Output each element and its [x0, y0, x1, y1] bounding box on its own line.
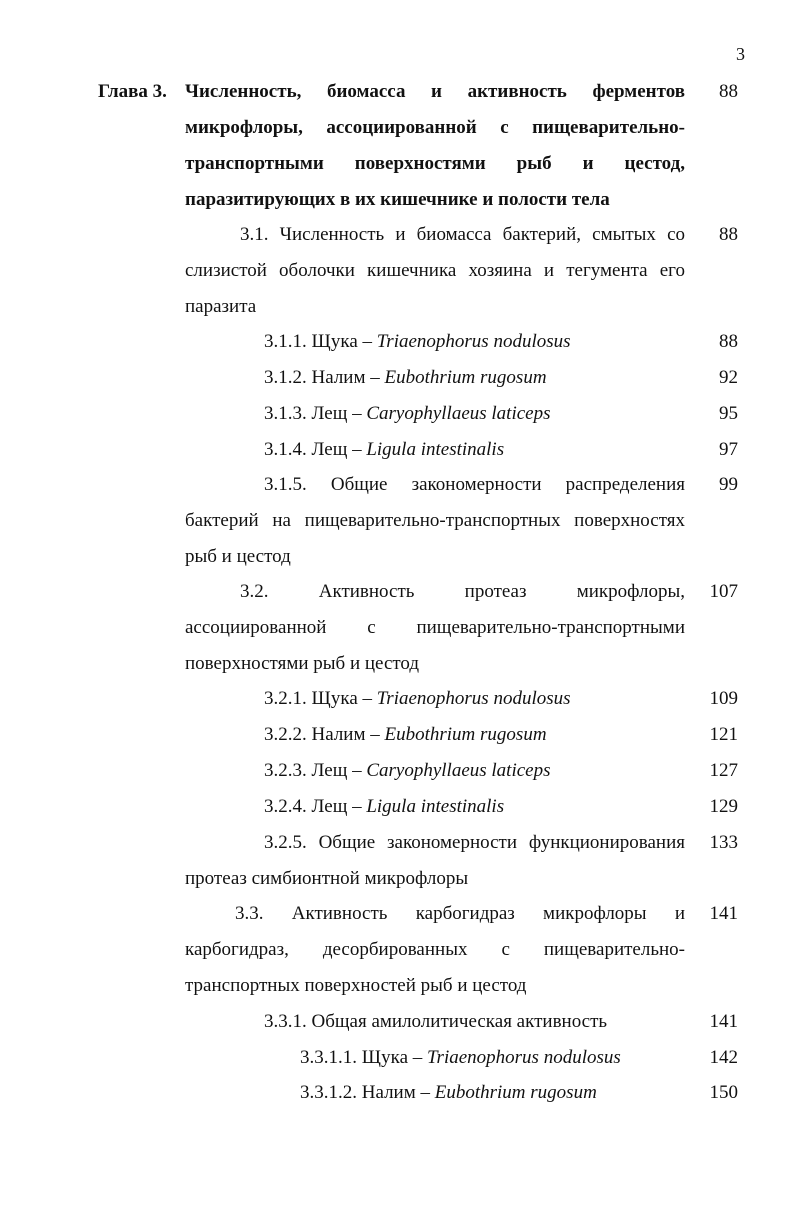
toc-line: карбогидраз, десорбированных с пищеварительно-	[185, 939, 685, 960]
toc-num: 3.1.3. Лещ –	[264, 403, 362, 424]
toc-entry-3-1-3	[264, 396, 551, 432]
toc-page-3-2-3: 127	[709, 760, 738, 781]
species-name: Triaenophorus nodulosus	[376, 331, 571, 352]
species-name: Triaenophorus nodulosus	[376, 688, 571, 709]
chapter-title-line: Численность, биомасса и активность ферментов	[185, 81, 685, 102]
toc-page-3-2-5: 133	[709, 832, 738, 853]
toc-line: поверхностями рыб и цестод	[185, 653, 420, 674]
species-name: Caryophyllaeus laticeps	[366, 403, 551, 424]
toc-line: слизистой оболочки кишечника хозяина и тегумента его	[185, 260, 685, 281]
toc-line: 3.2. Активность протеаз микрофлоры,	[240, 581, 685, 602]
toc-entry-3-2-5	[185, 825, 685, 897]
toc-entry-3-3-1-1	[300, 1040, 621, 1076]
toc-page-3-2-4: 129	[709, 796, 738, 817]
toc-line: 3.2.5. Общие закономерности функционирования	[264, 832, 685, 853]
species-name: Ligula intestinalis	[366, 796, 505, 817]
toc-page-3-3-1-1: 142	[709, 1047, 738, 1068]
toc-page-3-2-2: 121	[709, 724, 738, 745]
toc-entry-3-1-5	[185, 467, 685, 575]
toc-num: 3.3.1.1. Щука –	[300, 1047, 423, 1068]
species-name: Eubothrium rugosum	[434, 1082, 597, 1103]
chapter-title	[185, 74, 685, 218]
toc-page-3-2: 107	[709, 581, 738, 602]
toc-num: 3.2.1. Щука –	[264, 688, 373, 709]
chapter-title-line: паразитирующих в их кишечнике и полости тела	[185, 189, 610, 210]
toc-entry-3-2	[185, 574, 685, 682]
toc-line: бактерий на пищеварительно-транспортных поверхностях	[185, 510, 685, 531]
toc-line: 3.1. Численность и биомасса бактерий, смытых со	[240, 224, 685, 245]
toc-line: паразита	[185, 296, 257, 317]
toc-num: 3.1.1. Щука –	[264, 331, 373, 352]
toc-num: 3.1.2. Налим –	[264, 367, 380, 388]
toc-entry-3-3-1-2	[300, 1075, 597, 1111]
toc-page-3-3-1: 141	[709, 1011, 738, 1032]
toc-page-3-1-5: 99	[719, 474, 738, 495]
toc-num: 3.2.4. Лещ –	[264, 796, 362, 817]
page-number: 3	[736, 44, 745, 64]
toc-page-3-2-1: 109	[709, 688, 738, 709]
toc-line: ассоциированной с пищеварительно-транспортными	[185, 617, 685, 638]
toc-entry-3-3	[185, 896, 685, 1004]
toc-entry-3-2-2	[264, 717, 547, 753]
toc-page-3-3-1-2: 150	[709, 1082, 738, 1103]
toc-page-3-3: 141	[709, 903, 738, 924]
toc-entry-3-2-4	[264, 789, 504, 825]
toc-page-3-1-3: 95	[719, 403, 738, 424]
toc-num: 3.2.2. Налим –	[264, 724, 380, 745]
toc-line: транспортных поверхностей рыб и цестод	[185, 975, 527, 996]
toc-page-3-1-4: 97	[719, 439, 738, 460]
toc-line: 3.3. Активность карбогидраз микрофлоры и	[235, 903, 685, 924]
toc-entry-3-1-4	[264, 432, 504, 468]
toc-num: 3.1.4. Лещ –	[264, 439, 362, 460]
species-name: Caryophyllaeus laticeps	[366, 760, 551, 781]
species-name: Eubothrium rugosum	[384, 724, 547, 745]
toc-page-3-1: 88	[719, 224, 738, 245]
toc-line: рыб и цестод	[185, 546, 291, 567]
toc-entry-3-1	[185, 217, 685, 325]
toc-entry-3-2-1	[264, 681, 571, 717]
toc-page-3-1-1: 88	[719, 331, 738, 352]
toc-line: 3.1.5. Общие закономерности распределения	[264, 474, 685, 495]
chapter-label: Глава 3.	[98, 81, 167, 102]
species-name: Triaenophorus nodulosus	[427, 1047, 621, 1068]
toc-line: протеаз симбионтной микрофлоры	[185, 868, 469, 889]
chapter-page: 88	[719, 81, 738, 102]
species-name: Ligula intestinalis	[366, 439, 505, 460]
toc-num: 3.2.3. Лещ –	[264, 760, 362, 781]
toc-entry-3-2-3	[264, 753, 551, 789]
species-name: Eubothrium rugosum	[384, 367, 547, 388]
chapter-title-line: транспортными поверхностями рыб и цестод,	[185, 153, 685, 174]
chapter-title-line: микрофлоры, ассоциированной с пищеварительно-	[185, 117, 685, 138]
toc-page-3-1-2: 92	[719, 367, 738, 388]
toc-entry-3-3-1: 3.3.1. Общая амилолитическая активность	[264, 1011, 608, 1032]
toc-entry-3-1-2	[264, 360, 547, 396]
toc-num: 3.3.1.2. Налим –	[300, 1082, 430, 1103]
toc-entry-3-1-1	[264, 324, 571, 360]
